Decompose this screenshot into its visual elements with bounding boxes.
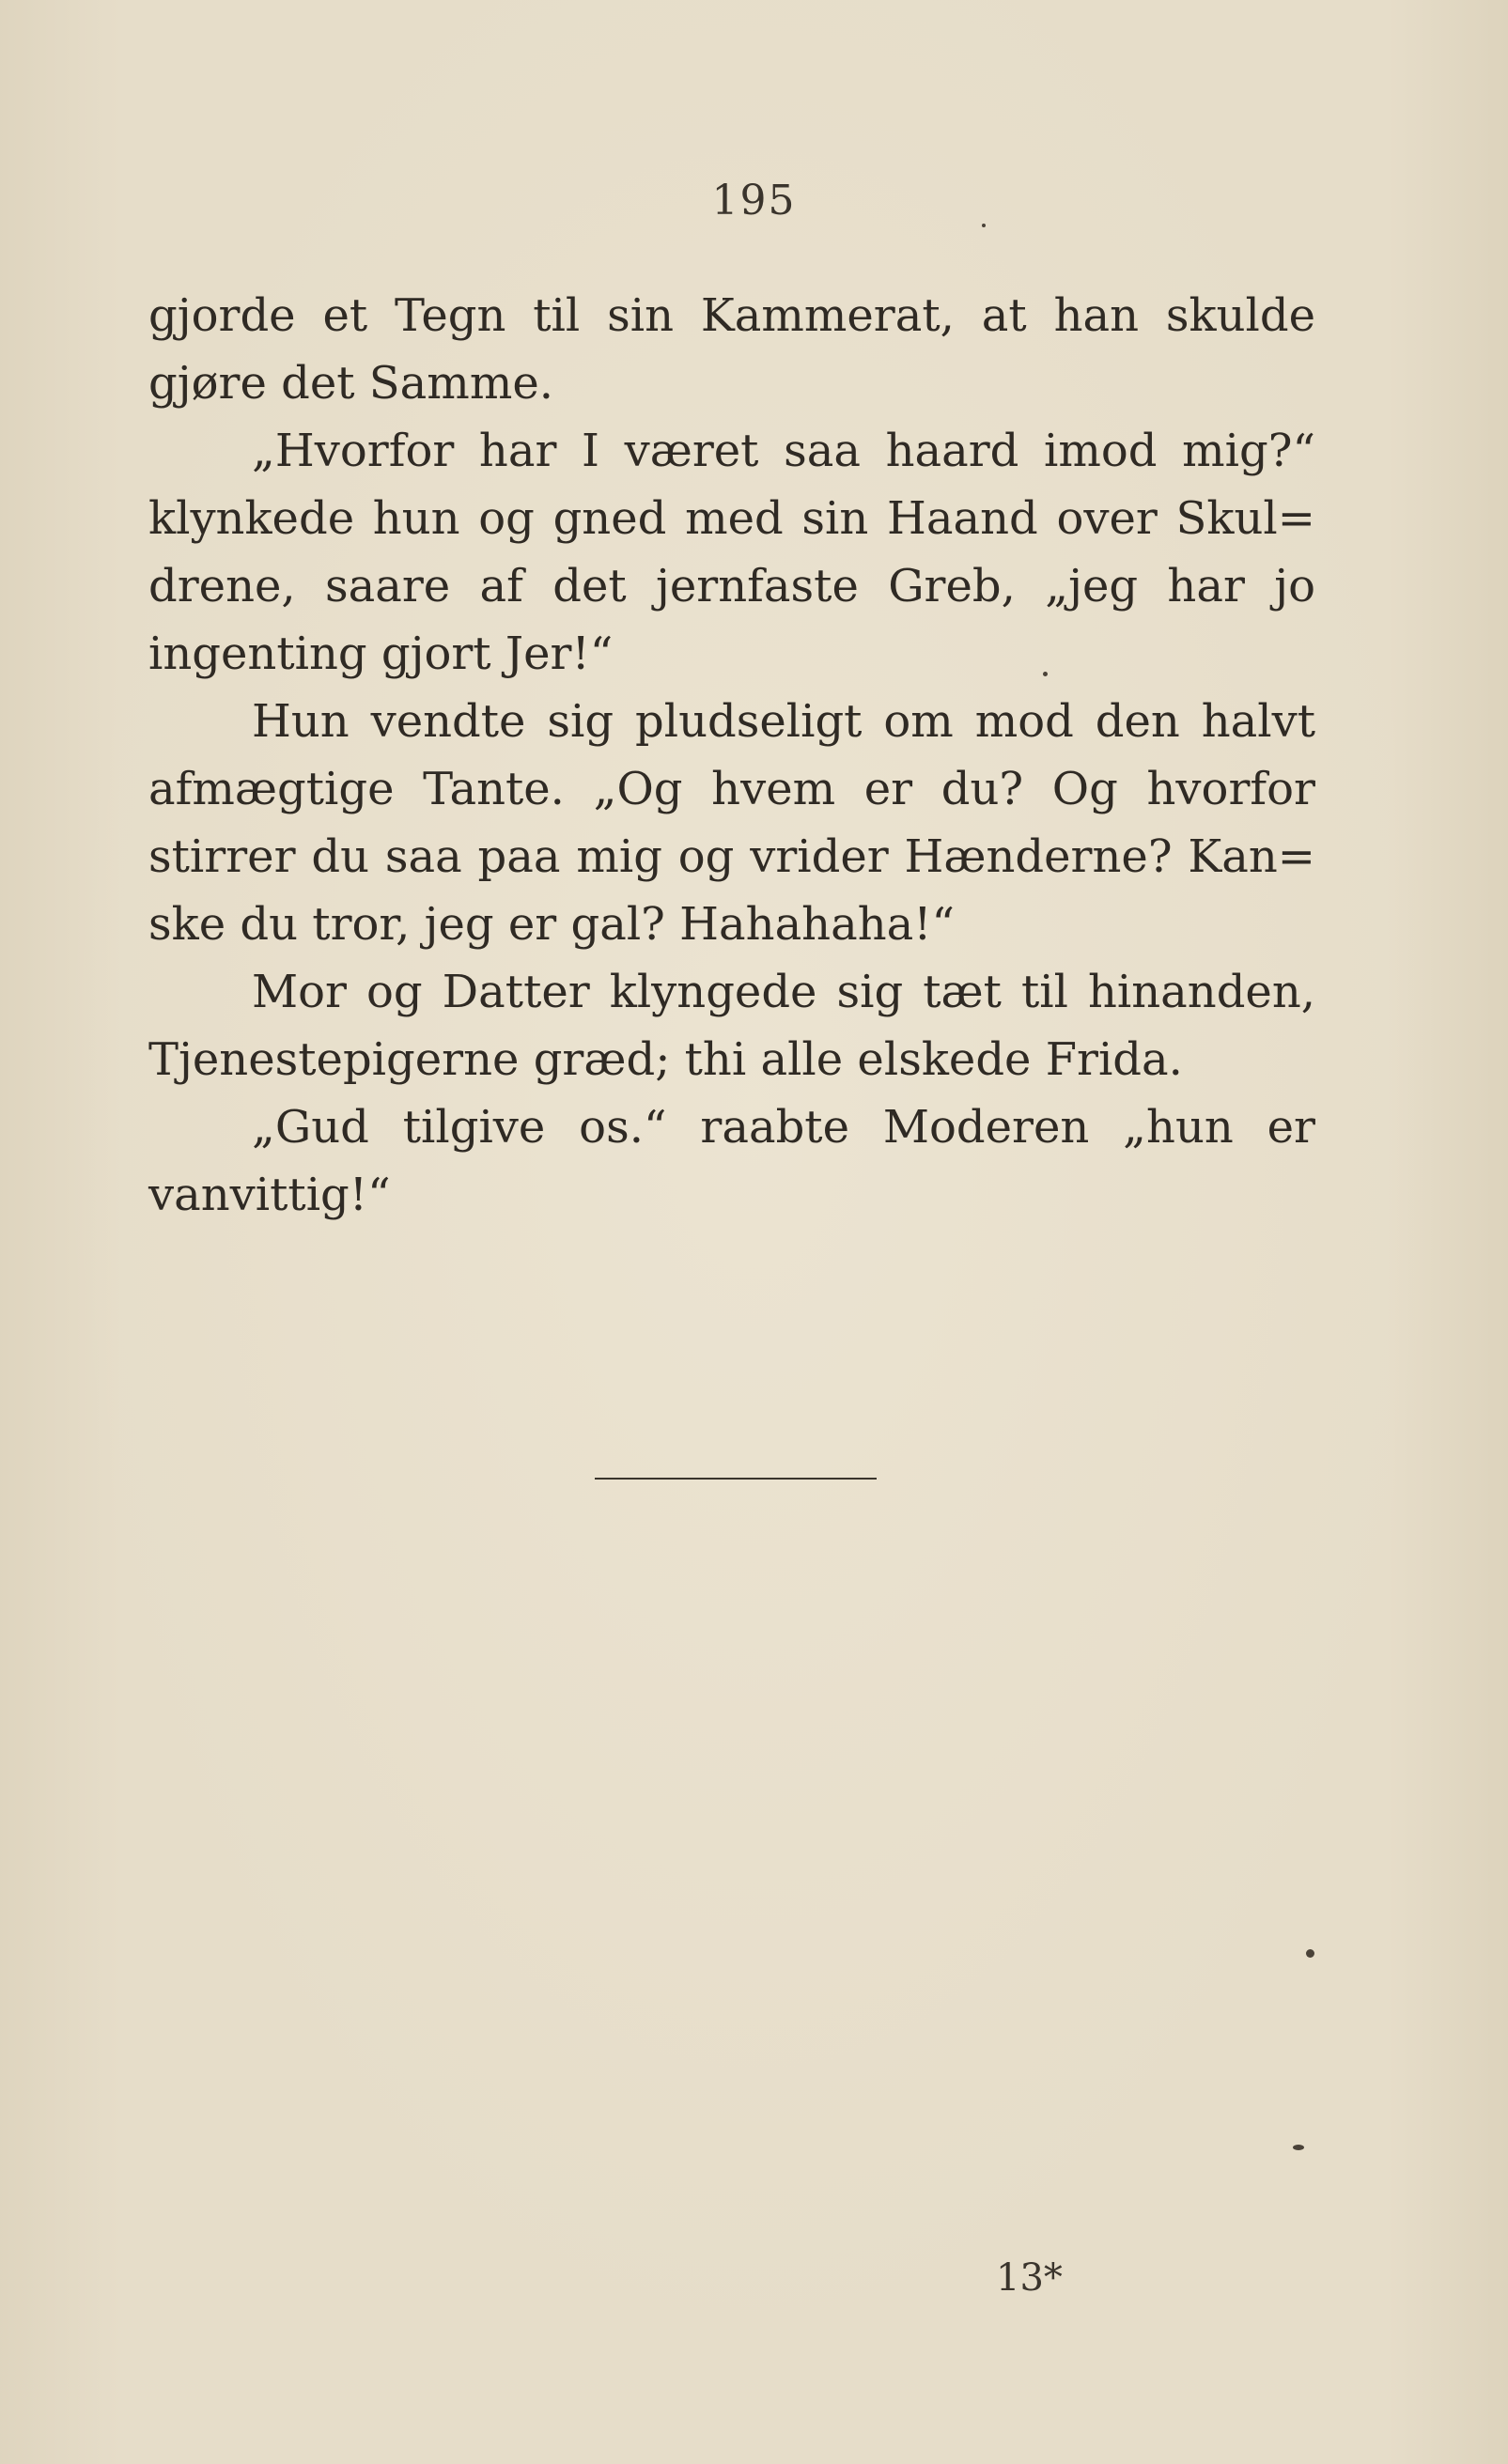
body-text	[148, 282, 1315, 1229]
text-line: klynkede hun og gned med sin Haand over Skul=	[148, 492, 1315, 545]
paper-speck	[1043, 672, 1048, 676]
text-line: „Gud tilgive os.“ raabte Moderen „hun er	[252, 1101, 1315, 1154]
text-line: ske du tror, jeg er gal? Hahahaha!“	[148, 898, 956, 951]
text-line: „Hvorfor har I været saa haard imod mig?“	[252, 425, 1315, 477]
text-line: gjorde et Tegn til sin Kammerat, at han skulde	[148, 289, 1315, 342]
text-line: afmægtige Tante. „Og hvem er du? Og hvorfor	[148, 763, 1315, 815]
text-line: drene, saare af det jernfaste Greb, „jeg har jo	[148, 560, 1315, 612]
text-line: ingenting gjort Jer!“	[148, 628, 614, 680]
paper-speck	[1293, 2145, 1304, 2150]
page-number: 195	[711, 177, 797, 225]
section-divider	[595, 1478, 877, 1480]
paper-speck	[982, 224, 986, 227]
signature-mark: 13*	[996, 2256, 1063, 2300]
paper-speck	[1306, 1949, 1314, 1958]
text-line: Mor og Datter klyngede sig tæt til hinanden,	[252, 966, 1315, 1018]
text-line: vanvittig!“	[148, 1169, 391, 1221]
text-line: Tjenestepigerne græd; thi alle elskede Frida.	[148, 1033, 1183, 1086]
text-line: gjøre det Samme.	[148, 357, 553, 410]
text-line: stirrer du saa paa mig og vrider Hænderne? Kan=	[148, 830, 1315, 883]
text-line: Hun vendte sig pludseligt om mod den halvt	[252, 695, 1315, 748]
